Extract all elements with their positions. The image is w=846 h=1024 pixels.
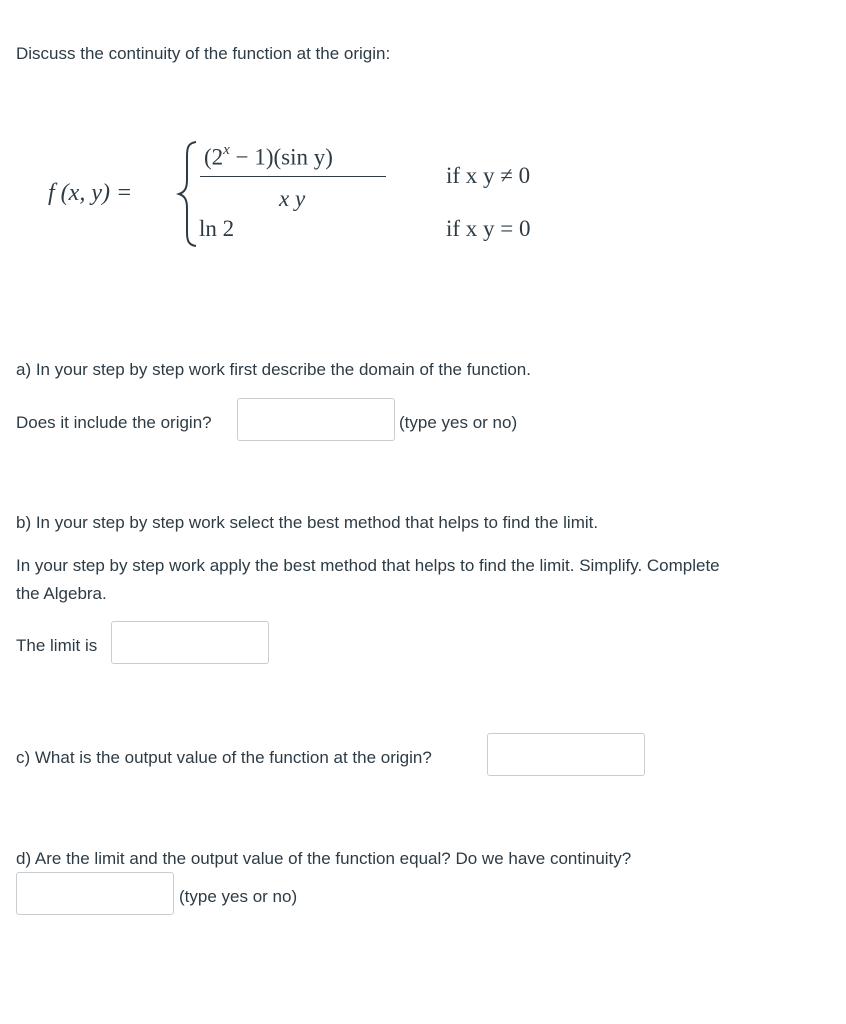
- case1-numerator: $(2^x - 1)(\sin$ y): [204, 142, 333, 170]
- part-a-hint: (type yes or no): [399, 413, 518, 432]
- case2-value: ln 2: [199, 216, 235, 241]
- case1-condition: if x y ≠ 0: [446, 163, 531, 188]
- left-brace-icon: [176, 140, 200, 248]
- part-b-instruction-2-line-1: In your step by step work apply the best method that helps to find the limit. Simplify. Complete: [16, 556, 720, 575]
- case1-denominator: x y: [279, 186, 306, 211]
- part-b-question: The limit is: [16, 636, 98, 655]
- formula-lhs: f (x, y) =: [48, 180, 133, 206]
- part-b-instruction-2-line-2: the Algebra.: [16, 584, 107, 603]
- part-a-answer-input[interactable]: [237, 398, 395, 441]
- part-a-instruction: a) In your step by step work first describe the domain of the function.: [16, 360, 531, 379]
- part-c-question: c) What is the output value of the function at the origin?: [16, 748, 432, 767]
- output-value-answer-input[interactable]: [487, 733, 645, 776]
- question-prompt: Discuss the continuity of the function at the origin:: [16, 44, 391, 63]
- limit-answer-input[interactable]: [111, 621, 269, 664]
- continuity-answer-input[interactable]: [16, 872, 174, 915]
- part-b-instruction-1: b) In your step by step work select the best method that helps to find the limit.: [16, 513, 599, 532]
- part-a-question: Does it include the origin?: [16, 413, 212, 432]
- case2-condition: if x y = 0: [446, 216, 531, 241]
- part-d-question: d) Are the limit and the output value of the function equal? Do we have continuity?: [16, 849, 632, 868]
- part-d-hint: (type yes or no): [179, 887, 298, 906]
- fraction-bar: [200, 176, 386, 177]
